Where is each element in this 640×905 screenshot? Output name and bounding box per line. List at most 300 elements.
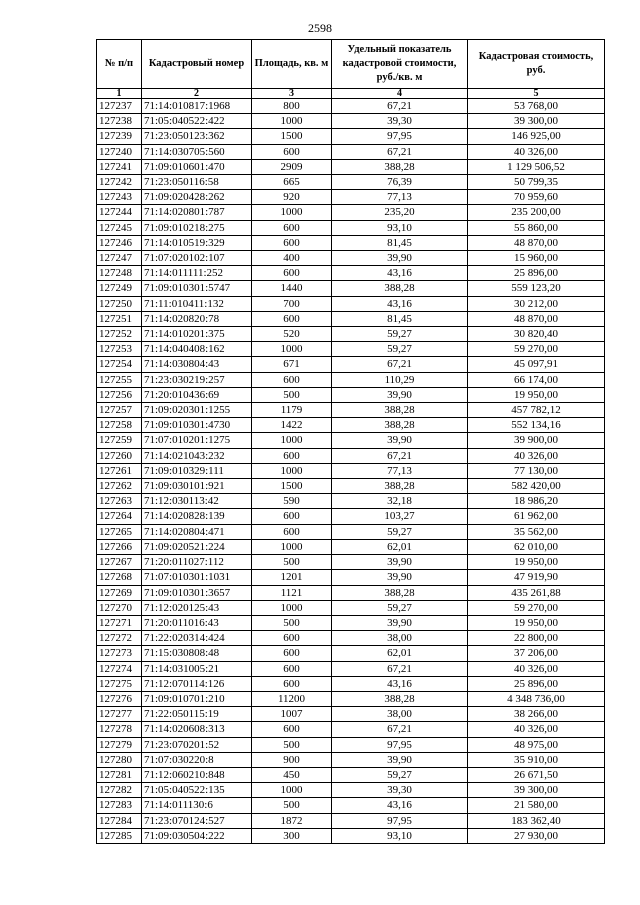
cadastral-value-cell: 552 134,16 — [468, 418, 605, 433]
cadastral-number-cell: 71:22:050115:19 — [142, 707, 252, 722]
row-number-cell: 127253 — [97, 342, 142, 357]
cadastral-number-cell: 71:09:030101:921 — [142, 479, 252, 494]
unit-value-cell: 39,90 — [332, 752, 468, 767]
table-row — [97, 555, 605, 570]
cadastral-value-cell: 62 010,00 — [468, 539, 605, 554]
unit-value-cell: 67,21 — [332, 661, 468, 676]
row-number-cell: 127264 — [97, 509, 142, 524]
area-cell: 1872 — [252, 813, 332, 828]
cadastral-value-cell: 183 362,40 — [468, 813, 605, 828]
row-number-cell: 127263 — [97, 494, 142, 509]
table-row — [97, 266, 605, 281]
row-number-cell: 127279 — [97, 737, 142, 752]
unit-value-cell: 39,30 — [332, 783, 468, 798]
area-cell: 1000 — [252, 205, 332, 220]
cadastral-value-cell: 559 123,20 — [468, 281, 605, 296]
unit-value-cell: 62,01 — [332, 646, 468, 661]
table-row — [97, 129, 605, 144]
cadastral-number-cell: 71:14:020820:78 — [142, 311, 252, 326]
table-row — [97, 387, 605, 402]
row-number-cell: 127243 — [97, 190, 142, 205]
cadastral-number-cell: 71:09:020301:1255 — [142, 403, 252, 418]
row-number-cell: 127238 — [97, 114, 142, 129]
area-cell: 500 — [252, 615, 332, 630]
cadastral-value-cell: 50 799,35 — [468, 175, 605, 190]
area-cell: 1500 — [252, 479, 332, 494]
cadastral-number-cell: 71:14:011111:252 — [142, 266, 252, 281]
cadastral-number-cell: 71:23:070124:527 — [142, 813, 252, 828]
area-cell: 600 — [252, 722, 332, 737]
cadastral-value-cell: 77 130,00 — [468, 463, 605, 478]
cadastral-value-cell: 4 348 736,00 — [468, 691, 605, 706]
area-cell: 1000 — [252, 114, 332, 129]
row-number-cell: 127285 — [97, 828, 142, 843]
cadastral-value-cell: 37 206,00 — [468, 646, 605, 661]
unit-value-cell: 388,28 — [332, 418, 468, 433]
cadastral-value-cell: 40 326,00 — [468, 661, 605, 676]
cadastral-number-cell: 71:14:020804:471 — [142, 524, 252, 539]
table-row — [97, 403, 605, 418]
table-row — [97, 509, 605, 524]
table-row — [97, 357, 605, 372]
cadastral-value-cell: 27 930,00 — [468, 828, 605, 843]
cadastral-number-cell: 71:12:030113:42 — [142, 494, 252, 509]
cadastral-value-cell: 70 959,60 — [468, 190, 605, 205]
row-number-cell: 127284 — [97, 813, 142, 828]
row-number-cell: 127251 — [97, 311, 142, 326]
cadastral-value-cell: 26 671,50 — [468, 767, 605, 782]
unit-value-cell: 39,90 — [332, 251, 468, 266]
unit-value-cell: 76,39 — [332, 175, 468, 190]
cadastral-number-cell: 71:23:050116:58 — [142, 175, 252, 190]
cadastral-number-cell: 71:09:010701:210 — [142, 691, 252, 706]
area-cell: 500 — [252, 737, 332, 752]
cadastral-value-cell: 61 962,00 — [468, 509, 605, 524]
unit-value-cell: 59,27 — [332, 767, 468, 782]
column-number: 4 — [332, 89, 468, 99]
cadastral-number-cell: 71:20:011016:43 — [142, 615, 252, 630]
table-row — [97, 767, 605, 782]
area-cell: 700 — [252, 296, 332, 311]
cadastral-value-table — [96, 39, 605, 844]
table-row — [97, 494, 605, 509]
unit-value-cell: 388,28 — [332, 479, 468, 494]
cadastral-value-cell: 21 580,00 — [468, 798, 605, 813]
unit-value-cell: 39,90 — [332, 387, 468, 402]
row-number-cell: 127259 — [97, 433, 142, 448]
table-row — [97, 570, 605, 585]
row-number-cell: 127271 — [97, 615, 142, 630]
cadastral-value-cell: 40 326,00 — [468, 722, 605, 737]
cadastral-number-cell: 71:23:050123:362 — [142, 129, 252, 144]
area-cell: 600 — [252, 524, 332, 539]
table-row — [97, 707, 605, 722]
cadastral-value-cell: 435 261,88 — [468, 585, 605, 600]
row-number-cell: 127252 — [97, 327, 142, 342]
row-number-cell: 127270 — [97, 600, 142, 615]
unit-value-cell: 43,16 — [332, 296, 468, 311]
row-number-cell: 127239 — [97, 129, 142, 144]
column-number-row — [97, 89, 605, 99]
cadastral-number-cell: 71:14:020828:139 — [142, 509, 252, 524]
cadastral-value-cell: 59 270,00 — [468, 600, 605, 615]
row-number-cell: 127245 — [97, 220, 142, 235]
area-cell: 1000 — [252, 783, 332, 798]
cadastral-value-cell: 48 870,00 — [468, 311, 605, 326]
unit-value-cell: 67,21 — [332, 144, 468, 159]
header-cadastral-number: Кадастровый номер — [142, 40, 252, 89]
cadastral-value-cell: 66 174,00 — [468, 372, 605, 387]
table-row — [97, 296, 605, 311]
cadastral-value-cell: 39 900,00 — [468, 433, 605, 448]
cadastral-number-cell: 71:23:030219:257 — [142, 372, 252, 387]
unit-value-cell: 77,13 — [332, 190, 468, 205]
table-row — [97, 463, 605, 478]
cadastral-number-cell: 71:14:040408:162 — [142, 342, 252, 357]
area-cell: 400 — [252, 251, 332, 266]
area-cell: 600 — [252, 509, 332, 524]
cadastral-number-cell: 71:09:010301:4730 — [142, 418, 252, 433]
area-cell: 1007 — [252, 707, 332, 722]
table-row — [97, 99, 605, 114]
row-number-cell: 127244 — [97, 205, 142, 220]
unit-value-cell: 388,28 — [332, 159, 468, 174]
cadastral-value-cell: 25 896,00 — [468, 676, 605, 691]
row-number-cell: 127262 — [97, 479, 142, 494]
header-cadastral-value: Кадастровая стоимость, руб. — [468, 40, 605, 89]
cadastral-value-cell: 15 960,00 — [468, 251, 605, 266]
header-row-number: № п/п — [97, 40, 142, 89]
unit-value-cell: 39,90 — [332, 555, 468, 570]
area-cell: 1179 — [252, 403, 332, 418]
table-row — [97, 813, 605, 828]
table-row — [97, 342, 605, 357]
row-number-cell: 127272 — [97, 631, 142, 646]
cadastral-value-cell: 47 919,90 — [468, 570, 605, 585]
unit-value-cell: 43,16 — [332, 266, 468, 281]
row-number-cell: 127246 — [97, 235, 142, 250]
table-row — [97, 691, 605, 706]
table-row — [97, 159, 605, 174]
table-row — [97, 175, 605, 190]
area-cell: 1422 — [252, 418, 332, 433]
cadastral-number-cell: 71:14:010817:1968 — [142, 99, 252, 114]
unit-value-cell: 62,01 — [332, 539, 468, 554]
unit-value-cell: 388,28 — [332, 691, 468, 706]
row-number-cell: 127265 — [97, 524, 142, 539]
row-number-cell: 127267 — [97, 555, 142, 570]
row-number-cell: 127242 — [97, 175, 142, 190]
unit-value-cell: 93,10 — [332, 220, 468, 235]
unit-value-cell: 32,18 — [332, 494, 468, 509]
cadastral-value-cell: 457 782,12 — [468, 403, 605, 418]
area-cell: 920 — [252, 190, 332, 205]
area-cell: 11200 — [252, 691, 332, 706]
area-cell: 671 — [252, 357, 332, 372]
area-cell: 1201 — [252, 570, 332, 585]
table-row — [97, 327, 605, 342]
header-area: Площадь, кв. м — [252, 40, 332, 89]
cadastral-number-cell: 71:12:060210:848 — [142, 767, 252, 782]
cadastral-number-cell: 71:07:030220:8 — [142, 752, 252, 767]
area-cell: 1000 — [252, 539, 332, 554]
column-number: 1 — [97, 89, 142, 99]
row-number-cell: 127249 — [97, 281, 142, 296]
area-cell: 500 — [252, 798, 332, 813]
cadastral-number-cell: 71:15:030808:48 — [142, 646, 252, 661]
table-row — [97, 190, 605, 205]
cadastral-number-cell: 71:09:020521:224 — [142, 539, 252, 554]
cadastral-number-cell: 71:14:011130:6 — [142, 798, 252, 813]
area-cell: 2909 — [252, 159, 332, 174]
unit-value-cell: 67,21 — [332, 722, 468, 737]
cadastral-number-cell: 71:09:020428:262 — [142, 190, 252, 205]
unit-value-cell: 59,27 — [332, 327, 468, 342]
table-row — [97, 600, 605, 615]
unit-value-cell: 59,27 — [332, 524, 468, 539]
cadastral-number-cell: 71:14:021043:232 — [142, 448, 252, 463]
table-row — [97, 615, 605, 630]
row-number-cell: 127258 — [97, 418, 142, 433]
row-number-cell: 127254 — [97, 357, 142, 372]
row-number-cell: 127240 — [97, 144, 142, 159]
table-row — [97, 676, 605, 691]
cadastral-value-cell: 45 097,91 — [468, 357, 605, 372]
cadastral-number-cell: 71:14:010519:329 — [142, 235, 252, 250]
unit-value-cell: 97,95 — [332, 129, 468, 144]
area-cell: 600 — [252, 661, 332, 676]
unit-value-cell: 81,45 — [332, 311, 468, 326]
area-cell: 600 — [252, 144, 332, 159]
table-header-row — [97, 40, 605, 89]
row-number-cell: 127282 — [97, 783, 142, 798]
cadastral-number-cell: 71:09:010601:470 — [142, 159, 252, 174]
cadastral-value-cell: 35 910,00 — [468, 752, 605, 767]
row-number-cell: 127277 — [97, 707, 142, 722]
table-row — [97, 783, 605, 798]
header-unit-value: Удельный показатель кадастровой стоимости, руб./кв. м — [332, 40, 468, 89]
cadastral-number-cell: 71:14:020801:787 — [142, 205, 252, 220]
table-row — [97, 524, 605, 539]
cadastral-number-cell: 71:12:020125:43 — [142, 600, 252, 615]
cadastral-value-cell: 39 300,00 — [468, 114, 605, 129]
row-number-cell: 127255 — [97, 372, 142, 387]
unit-value-cell: 110,29 — [332, 372, 468, 387]
area-cell: 520 — [252, 327, 332, 342]
row-number-cell: 127268 — [97, 570, 142, 585]
table-row — [97, 144, 605, 159]
cadastral-number-cell: 71:09:010218:275 — [142, 220, 252, 235]
cadastral-value-cell: 40 326,00 — [468, 448, 605, 463]
area-cell: 500 — [252, 555, 332, 570]
area-cell: 600 — [252, 311, 332, 326]
row-number-cell: 127261 — [97, 463, 142, 478]
unit-value-cell: 39,90 — [332, 570, 468, 585]
column-number: 3 — [252, 89, 332, 99]
area-cell: 590 — [252, 494, 332, 509]
table-row — [97, 281, 605, 296]
table-row — [97, 205, 605, 220]
cadastral-number-cell: 71:12:070114:126 — [142, 676, 252, 691]
table-row — [97, 539, 605, 554]
unit-value-cell: 43,16 — [332, 676, 468, 691]
cadastral-number-cell: 71:20:011027:112 — [142, 555, 252, 570]
unit-value-cell: 388,28 — [332, 585, 468, 600]
row-number-cell: 127281 — [97, 767, 142, 782]
cadastral-value-cell: 146 925,00 — [468, 129, 605, 144]
table-row — [97, 448, 605, 463]
unit-value-cell: 38,00 — [332, 707, 468, 722]
cadastral-number-cell: 71:20:010436:69 — [142, 387, 252, 402]
table-row — [97, 661, 605, 676]
row-number-cell: 127274 — [97, 661, 142, 676]
area-cell: 900 — [252, 752, 332, 767]
cadastral-number-cell: 71:09:010329:111 — [142, 463, 252, 478]
table-row — [97, 585, 605, 600]
page-number: 2598 — [308, 21, 332, 35]
unit-value-cell: 93,10 — [332, 828, 468, 843]
cadastral-number-cell: 71:09:010301:5747 — [142, 281, 252, 296]
unit-value-cell: 39,90 — [332, 433, 468, 448]
row-number-cell: 127248 — [97, 266, 142, 281]
table-row — [97, 418, 605, 433]
table-row — [97, 433, 605, 448]
area-cell: 1121 — [252, 585, 332, 600]
cadastral-value-cell: 19 950,00 — [468, 387, 605, 402]
area-cell: 1000 — [252, 463, 332, 478]
area-cell: 1440 — [252, 281, 332, 296]
cadastral-number-cell: 71:14:020608:313 — [142, 722, 252, 737]
cadastral-value-cell: 59 270,00 — [468, 342, 605, 357]
cadastral-number-cell: 71:14:010201:375 — [142, 327, 252, 342]
area-cell: 600 — [252, 372, 332, 387]
cadastral-value-cell: 53 768,00 — [468, 99, 605, 114]
cadastral-number-cell: 71:14:031005:21 — [142, 661, 252, 676]
cadastral-number-cell: 71:23:070201:52 — [142, 737, 252, 752]
unit-value-cell: 235,20 — [332, 205, 468, 220]
cadastral-number-cell: 71:05:040522:422 — [142, 114, 252, 129]
cadastral-value-cell: 25 896,00 — [468, 266, 605, 281]
column-number: 5 — [468, 89, 605, 99]
unit-value-cell: 67,21 — [332, 99, 468, 114]
unit-value-cell: 38,00 — [332, 631, 468, 646]
unit-value-cell: 97,95 — [332, 737, 468, 752]
unit-value-cell: 39,90 — [332, 615, 468, 630]
cadastral-value-cell: 19 950,00 — [468, 615, 605, 630]
unit-value-cell: 103,27 — [332, 509, 468, 524]
unit-value-cell: 97,95 — [332, 813, 468, 828]
cadastral-number-cell: 71:09:030504:222 — [142, 828, 252, 843]
cadastral-number-cell: 71:07:010301:1031 — [142, 570, 252, 585]
unit-value-cell: 67,21 — [332, 357, 468, 372]
area-cell: 665 — [252, 175, 332, 190]
unit-value-cell: 67,21 — [332, 448, 468, 463]
area-cell: 600 — [252, 676, 332, 691]
area-cell: 800 — [252, 99, 332, 114]
row-number-cell: 127241 — [97, 159, 142, 174]
cadastral-value-cell: 1 129 506,52 — [468, 159, 605, 174]
cadastral-number-cell: 71:14:030804:43 — [142, 357, 252, 372]
row-number-cell: 127256 — [97, 387, 142, 402]
row-number-cell: 127269 — [97, 585, 142, 600]
cadastral-number-cell: 71:22:020314:424 — [142, 631, 252, 646]
row-number-cell: 127266 — [97, 539, 142, 554]
area-cell: 600 — [252, 266, 332, 281]
row-number-cell: 127260 — [97, 448, 142, 463]
cadastral-number-cell: 71:09:010301:3657 — [142, 585, 252, 600]
row-number-cell: 127237 — [97, 99, 142, 114]
unit-value-cell: 388,28 — [332, 403, 468, 418]
table-row — [97, 798, 605, 813]
area-cell: 1000 — [252, 342, 332, 357]
area-cell: 600 — [252, 646, 332, 661]
table-row — [97, 646, 605, 661]
cadastral-number-cell: 71:05:040522:135 — [142, 783, 252, 798]
table-row — [97, 372, 605, 387]
cadastral-value-cell: 18 986,20 — [468, 494, 605, 509]
cadastral-value-cell: 55 860,00 — [468, 220, 605, 235]
table-row — [97, 828, 605, 843]
row-number-cell: 127276 — [97, 691, 142, 706]
table-body — [97, 99, 605, 844]
cadastral-value-cell: 48 975,00 — [468, 737, 605, 752]
area-cell: 600 — [252, 220, 332, 235]
table-row — [97, 251, 605, 266]
cadastral-value-cell: 39 300,00 — [468, 783, 605, 798]
row-number-cell: 127247 — [97, 251, 142, 266]
table-row — [97, 479, 605, 494]
cadastral-value-cell: 30 820,40 — [468, 327, 605, 342]
row-number-cell: 127275 — [97, 676, 142, 691]
cadastral-number-cell: 71:11:010411:132 — [142, 296, 252, 311]
cadastral-number-cell: 71:07:010201:1275 — [142, 433, 252, 448]
cadastral-value-cell: 30 212,00 — [468, 296, 605, 311]
table-row — [97, 752, 605, 767]
cadastral-value-cell: 38 266,00 — [468, 707, 605, 722]
unit-value-cell: 59,27 — [332, 342, 468, 357]
cadastral-value-cell: 19 950,00 — [468, 555, 605, 570]
row-number-cell: 127280 — [97, 752, 142, 767]
table-row — [97, 114, 605, 129]
row-number-cell: 127257 — [97, 403, 142, 418]
table-row — [97, 631, 605, 646]
area-cell: 600 — [252, 631, 332, 646]
row-number-cell: 127250 — [97, 296, 142, 311]
area-cell: 1000 — [252, 433, 332, 448]
cadastral-value-cell: 35 562,00 — [468, 524, 605, 539]
cadastral-value-cell: 22 800,00 — [468, 631, 605, 646]
row-number-cell: 127278 — [97, 722, 142, 737]
area-cell: 450 — [252, 767, 332, 782]
unit-value-cell: 81,45 — [332, 235, 468, 250]
unit-value-cell: 388,28 — [332, 281, 468, 296]
column-number: 2 — [142, 89, 252, 99]
area-cell: 300 — [252, 828, 332, 843]
unit-value-cell: 77,13 — [332, 463, 468, 478]
area-cell: 1500 — [252, 129, 332, 144]
cadastral-value-cell: 40 326,00 — [468, 144, 605, 159]
area-cell: 500 — [252, 387, 332, 402]
cadastral-value-cell: 235 200,00 — [468, 205, 605, 220]
unit-value-cell: 39,30 — [332, 114, 468, 129]
table-row — [97, 311, 605, 326]
area-cell: 600 — [252, 235, 332, 250]
cadastral-number-cell: 71:14:030705:560 — [142, 144, 252, 159]
table-row — [97, 722, 605, 737]
unit-value-cell: 59,27 — [332, 600, 468, 615]
table-row — [97, 737, 605, 752]
table-row — [97, 220, 605, 235]
